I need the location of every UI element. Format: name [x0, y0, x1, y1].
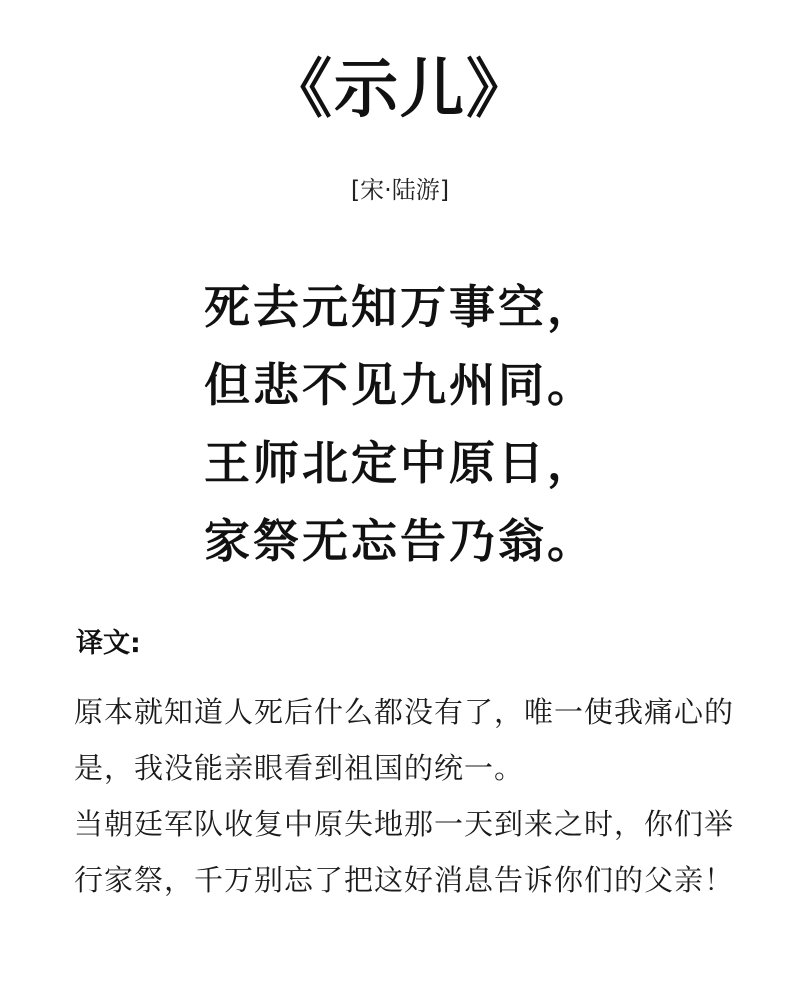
- poem-line-1: 死去元知万事空，: [204, 280, 596, 334]
- translation-paragraph-1: 原本就知道人死后什么都没有了，唯一使我痛心的是，我没能亲眼看到祖国的统一。: [74, 695, 735, 785]
- poem-line-3: 王师北定中原日，: [204, 436, 596, 490]
- poem-body: [0, 268, 800, 580]
- poem-line-2: 但悲不见九州同。: [204, 358, 596, 412]
- poem-author: [宋·陆游]: [350, 176, 450, 204]
- translation-paragraph-2: 当朝廷军队收复中原失地那一天到来之时，你们举行家祭，千万别忘了把这好消息告诉你们的父亲！: [74, 807, 735, 897]
- translation-heading: 译文:: [76, 628, 141, 659]
- poem-title: 《示儿》: [268, 52, 532, 127]
- translation-body: [74, 684, 734, 908]
- poem-line-4: 家祭无忘告乃翁。: [204, 514, 596, 568]
